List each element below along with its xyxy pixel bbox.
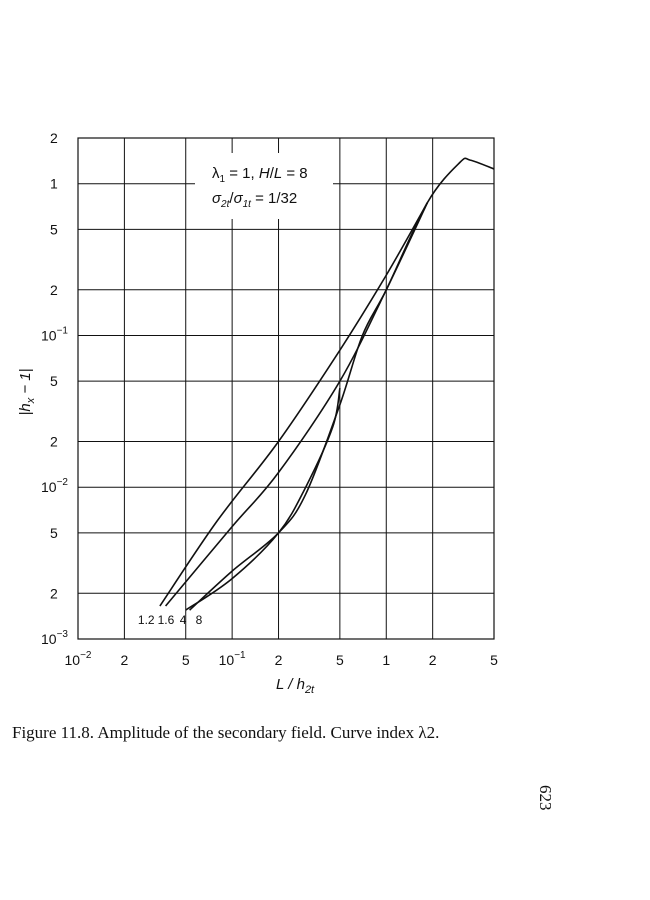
y-tick-label: 1 [50, 175, 58, 192]
annotation-box [195, 153, 333, 219]
x-tick-label: 1 [382, 652, 391, 668]
figure-caption: Figure 11.8. Amplitude of the secondary field. Curve index λ2. [12, 723, 440, 742]
y-tick-label: 2 [50, 585, 58, 602]
series-line-8 [190, 158, 494, 610]
y-tick-label: $10^{-3}$ [41, 629, 68, 647]
y-tick-label: $10^{-1}$ [41, 325, 68, 344]
series-line-1-2 [160, 203, 428, 606]
y-tick-label: 5 [50, 221, 58, 238]
curve-label: 1.6 [157, 613, 175, 627]
y-tick-label: 2 [50, 281, 58, 298]
x-tick-label: 5 [181, 652, 190, 668]
series-line-4 [186, 388, 340, 610]
y-tick-label: $10^{-2}$ [41, 477, 68, 496]
series-line-1-6 [166, 203, 428, 606]
annotation-line-1: $\lambda_1 = 1$, H/L = 8 [212, 165, 308, 185]
x-tick-label: 2 [428, 652, 437, 668]
curve-label: 8 [195, 613, 203, 627]
x-axis-ticks [65, 650, 499, 668]
x-tick-label: 2 [120, 652, 129, 668]
y-tick-label: 5 [50, 524, 58, 541]
y-tick-label: 2 [50, 433, 58, 450]
y-tick-label: 5 [50, 373, 58, 390]
x-tick-label: $10^{-1}$ [218, 650, 246, 668]
x-tick-label: 2 [274, 652, 283, 668]
x-tick-label: 5 [335, 652, 344, 668]
x-axis-label: L / $h_{2t}$ [276, 676, 315, 696]
page-number: 623 [536, 785, 555, 811]
y-tick-label: 2 [50, 130, 58, 146]
curve-label: 1.2 [137, 613, 155, 627]
y-axis-label: $|h_x - 1|$ [17, 368, 37, 416]
x-tick-label: 5 [490, 652, 498, 668]
annotation-line-2: $\sigma_{2t}/\sigma_{1t} = 1/32$ [212, 190, 298, 210]
curve-labels [138, 613, 203, 627]
x-tick-label: $10^{-2}$ [64, 650, 92, 668]
y-axis-ticks [41, 130, 68, 647]
curves [160, 158, 494, 610]
curve-label: 4 [179, 613, 187, 627]
